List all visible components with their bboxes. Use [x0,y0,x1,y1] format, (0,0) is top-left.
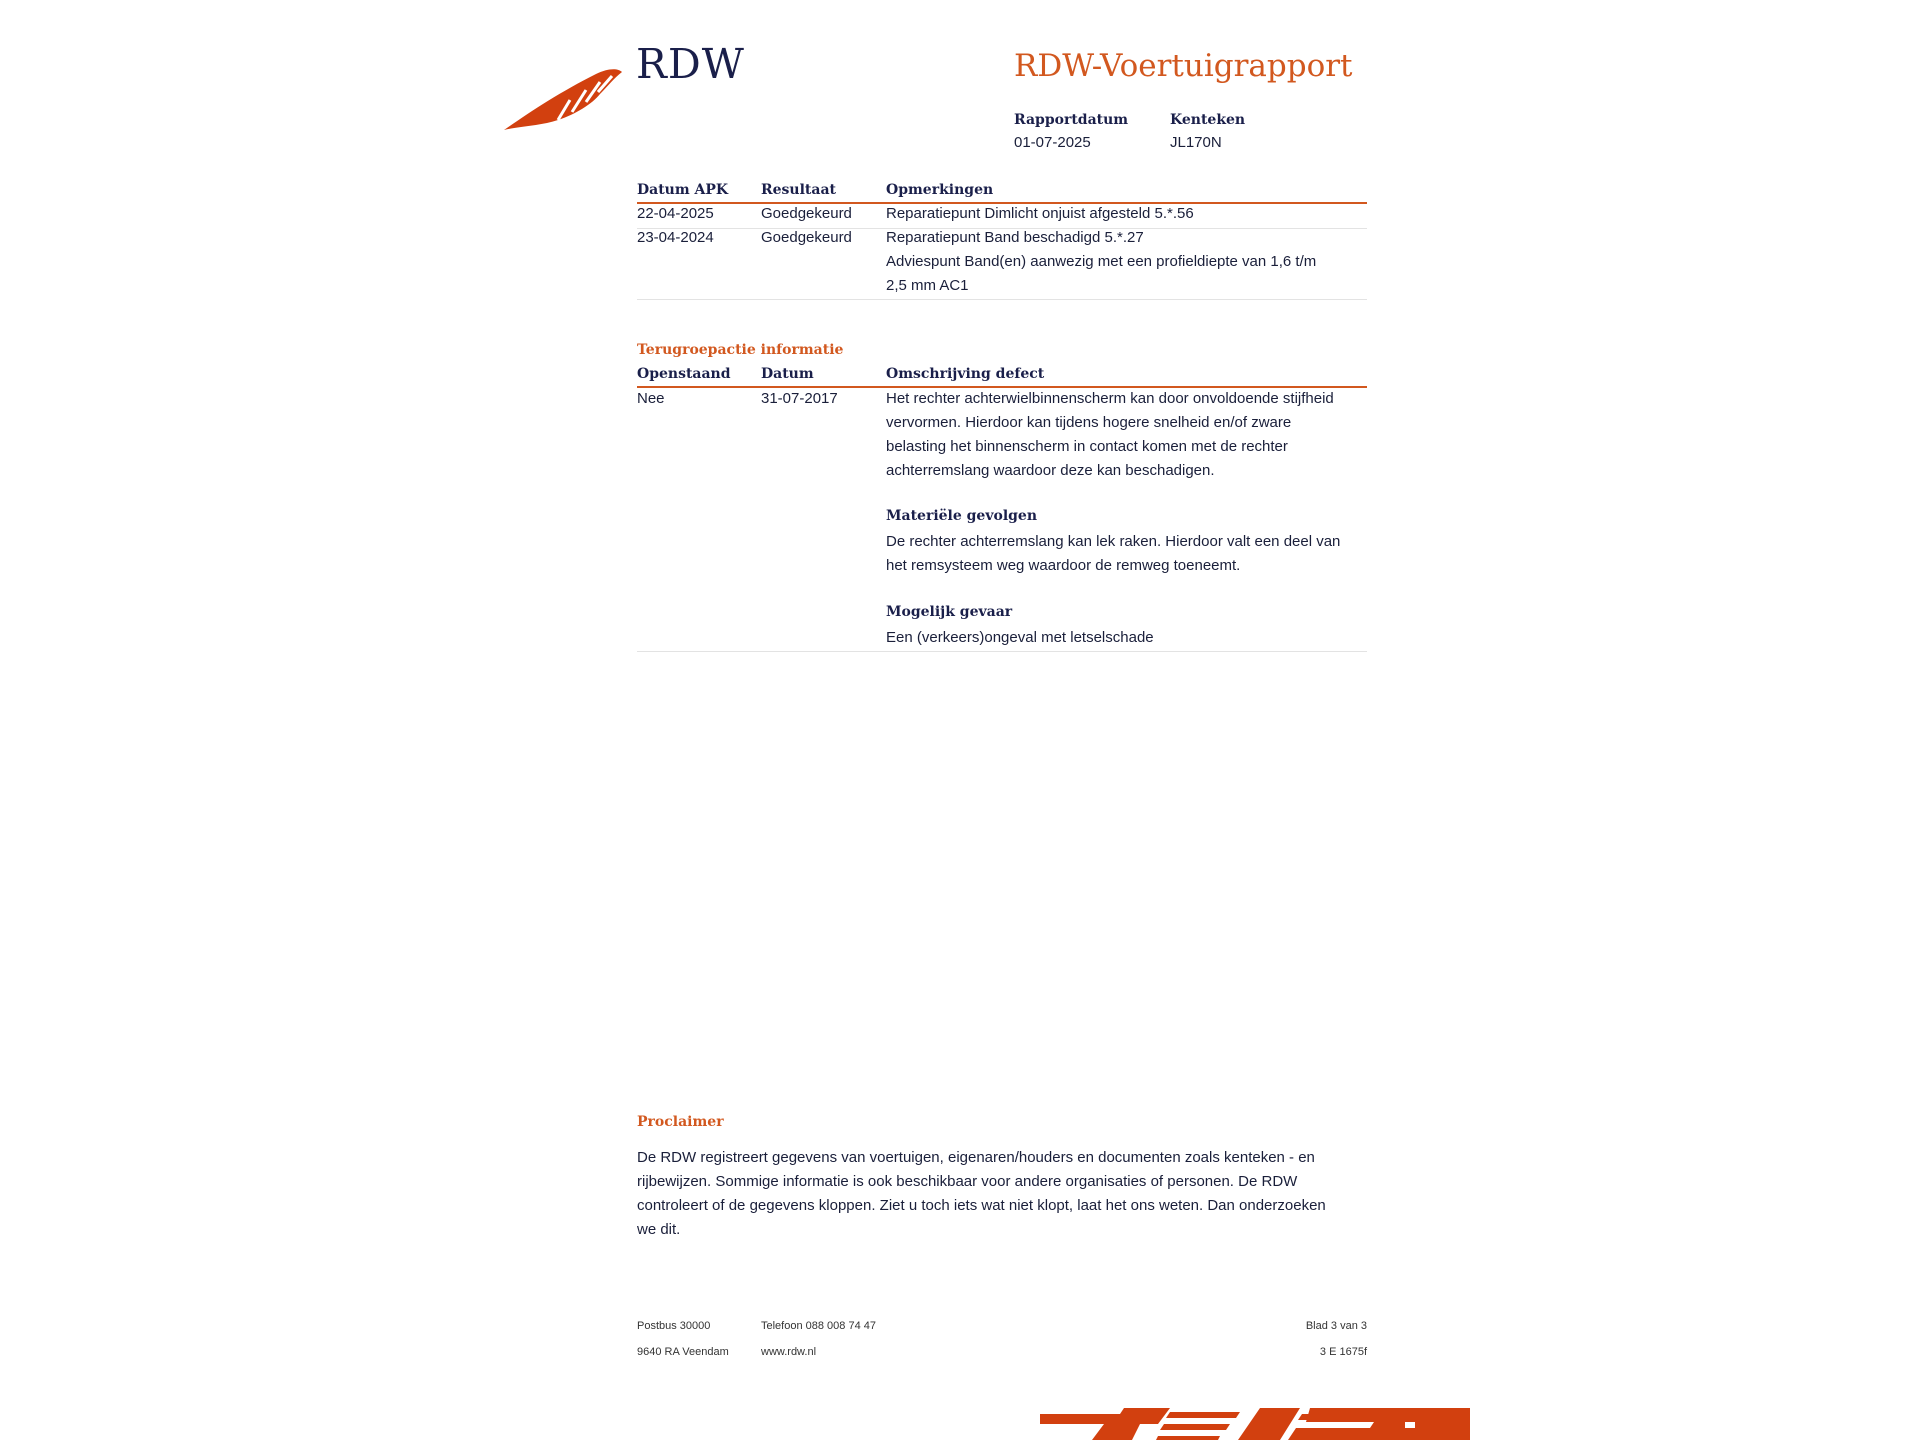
apk-row-2-result: Goedgekeurd [761,229,852,246]
report-date-label: Rapportdatum [1014,112,1129,128]
plate-label: Kenteken [1170,112,1246,128]
apk-header-remarks: Opmerkingen [886,182,994,198]
recall-table-bottom-rule [637,651,1367,652]
recall-header-date: Datum [761,366,814,382]
apk-table-bottom-rule [637,299,1367,300]
apk-row-1-result: Goedgekeurd [761,205,852,222]
proclaimer-title: Proclaimer [637,1114,724,1130]
footer-page: Blad 3 van 3 [1305,1320,1367,1332]
footer-code: 3 E 1675f [1319,1346,1367,1358]
recall-header-description: Omschrijving defect [886,366,1045,382]
apk-row-2-remark-1: Reparatiepunt Band beschadigd 5.*.27 [886,229,1144,246]
recall-danger-line-1: Een (verkeers)ongeval met letselschade [886,629,1154,646]
recall-title: Terugroepactie informatie [637,342,844,358]
proclaimer-line-3: controleert of de gegevens kloppen. Ziet u toch iets wat niet klopt, laat het ons weten. Dan onderzoeken [637,1197,1326,1214]
footer-city: 9640 RA Veendam [637,1346,729,1358]
report-date-value: 01-07-2025 [1014,134,1091,151]
recall-description-line-2: vervormen. Hierdoor kan tijdens hogere snelheid en/of zware [886,414,1292,431]
apk-row-2-remark-2: Adviespunt Band(en) aanwezig met een profieldiepte van 1,6 t/m [886,253,1317,270]
proclaimer-line-4: we dit. [637,1221,681,1238]
recall-description-line-4: achterremslang waardoor deze kan beschadigen. [886,462,1215,479]
apk-row-1-date: 22-04-2025 [637,205,714,222]
recall-header-open: Openstaand [637,366,731,382]
recall-danger-title: Mogelijk gevaar [886,604,1013,620]
recall-open-value: Nee [637,390,665,407]
report-title: RDW-Voertuigrapport [1014,48,1353,84]
rdw-stripes-icon [1040,1402,1470,1440]
apk-row-1-remark: Reparatiepunt Dimlicht onjuist afgesteld 5.*.56 [886,205,1194,222]
footer-web: www.rdw.nl [761,1346,817,1358]
apk-header-result: Resultaat [761,182,836,198]
recall-material-title: Materiële gevolgen [886,508,1038,524]
recall-description-line-3: belasting het binnenscherm in contact komen met de rechter [886,438,1288,455]
recall-material-line-2: het remsysteem weg waardoor de remweg toeneemt. [886,557,1241,574]
apk-header-date: Datum APK [637,182,729,198]
plate-value: JL170N [1170,134,1222,151]
recall-date-value: 31-07-2017 [761,390,838,407]
apk-row-2-date: 23-04-2024 [637,229,714,246]
footer-postbus: Postbus 30000 [637,1320,711,1332]
proclaimer-line-1: De RDW registreert gegevens van voertuigen, eigenaren/houders en documenten zoals kenteken - en [637,1149,1315,1166]
apk-row-2-remark-3: 2,5 mm AC1 [886,277,969,294]
recall-description-line-1: Het rechter achterwielbinnenscherm kan door onvoldoende stijfheid [886,390,1334,407]
proclaimer-line-2: rijbewijzen. Sommige informatie is ook beschikbaar voor andere organisaties of personen. De RDW [637,1173,1298,1190]
footer-phone: Telefoon 088 008 74 47 [761,1320,876,1332]
recall-material-line-1: De rechter achterremslang kan lek raken. Hierdoor valt een deel van [886,533,1341,550]
rdw-feather-icon [500,64,626,134]
logo-text: RDW [636,40,745,88]
